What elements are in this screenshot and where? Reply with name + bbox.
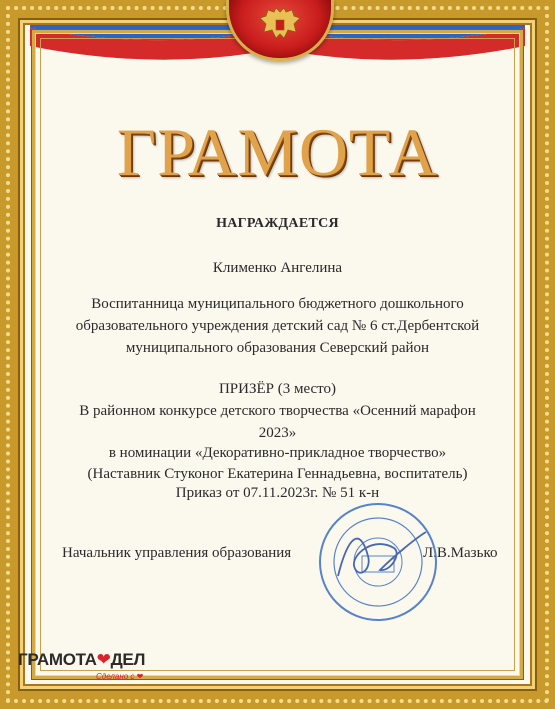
- order-reference: Приказ от 07.11.2023г. № 51 к-н: [175, 485, 380, 501]
- award-place: ПРИЗЁР (3 место): [218, 381, 337, 397]
- nomination: в номинации «Декоративно-прикладное творчество»: [108, 445, 447, 461]
- official-stamp: [298, 496, 448, 626]
- recipient-description: Воспитанница муниципального бюджетного дошкольного образовательного учреждения детский сад № 6 ст.Дербентской муниципального образования Северский район: [75, 296, 480, 356]
- gramota-del-logo: [18, 650, 168, 690]
- contest-name: В районном конкурсе детского творчества «Осенний марафон 2023»: [79, 403, 476, 441]
- mentor-line: (Наставник Стуконог Екатерина Геннадьевна, воспитатель): [87, 466, 468, 482]
- certificate-title: ГРАМОТА: [116, 114, 439, 190]
- signatory-name: Л.В.Мазько: [423, 545, 498, 561]
- heart-icon: ❤: [96, 650, 111, 669]
- logo-wordmark: ГРАМОТА❤ДЕЛ: [18, 650, 146, 669]
- logo-tagline: Сделано с ❤: [96, 672, 144, 681]
- awarded-heading: НАГРАЖДАЕТСЯ: [216, 216, 339, 231]
- signatory-position: Начальник управления образования: [62, 545, 292, 561]
- recipient-name: Клименко Ангелина: [212, 260, 343, 276]
- double-headed-eagle-icon: [258, 6, 302, 46]
